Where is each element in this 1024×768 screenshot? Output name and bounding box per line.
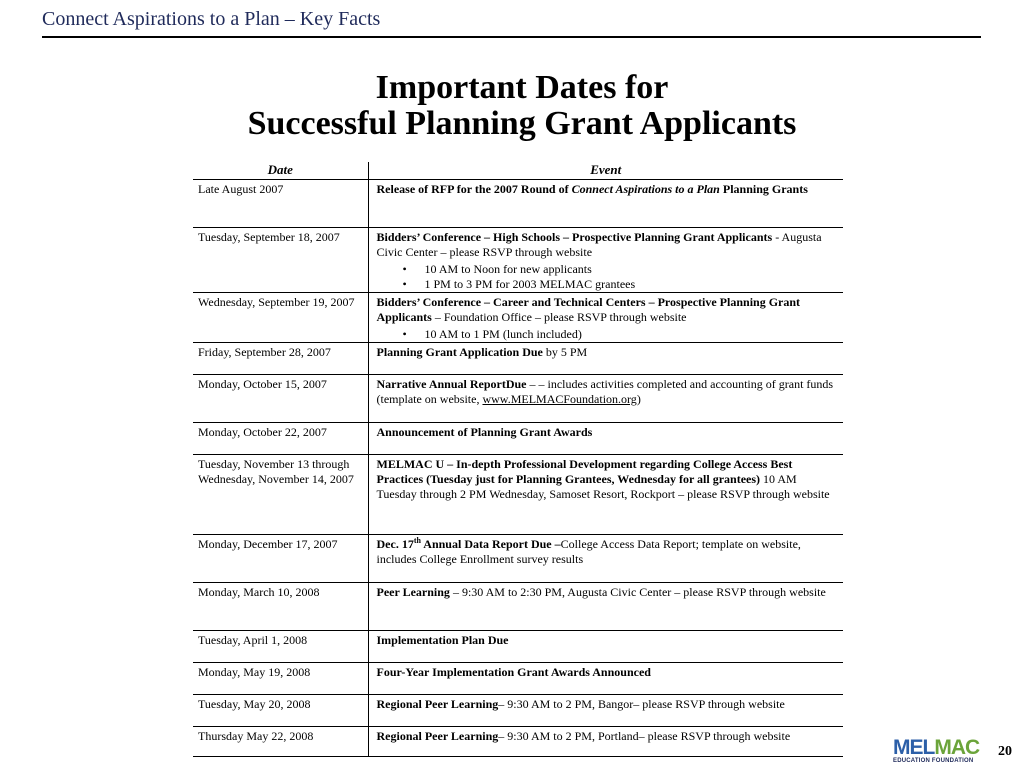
date-cell: Monday, March 10, 2008 — [193, 583, 368, 631]
page-title-line-2: Successful Planning Grant Applicants — [247, 105, 797, 142]
header-title: Connect Aspirations to a Plan – Key Facts — [42, 8, 381, 30]
table-row — [193, 663, 843, 695]
event-bold-text: Annual Data Report Due – — [420, 537, 561, 551]
dates-table — [193, 162, 843, 757]
event-bold-text: Due — [505, 377, 527, 391]
melmac-logo — [893, 738, 983, 766]
page-number: 20 — [998, 744, 1012, 759]
event-cell — [368, 180, 843, 228]
date-cell: Friday, September 28, 2007 — [193, 343, 368, 375]
event-bullet-item: • 10 AM to 1 PM (lunch included) — [401, 327, 840, 342]
date-cell: Tuesday, November 13 through Wednesday, November 14, 2007 — [193, 455, 368, 535]
date-cell: Monday, May 19, 2008 — [193, 663, 368, 695]
date-cell: Late August 2007 — [193, 180, 368, 228]
logo-mel-text: MEL — [893, 736, 935, 759]
event-cell — [368, 423, 843, 455]
event-bullet-item: • 10 AM to Noon for new applicants — [401, 262, 840, 277]
date-cell: Monday, December 17, 2007 — [193, 535, 368, 583]
table-header-row — [193, 162, 843, 180]
table-row — [193, 535, 843, 583]
table-row — [193, 180, 843, 228]
logo-wordmark — [893, 738, 983, 758]
event-text: – 9:30 AM to 2 PM, Portland– please RSVP through website — [498, 729, 791, 743]
table-row — [193, 228, 843, 293]
event-cell — [368, 727, 843, 757]
logo-mac-text: MAC — [934, 736, 980, 759]
event-bold-text: Planning Grants — [719, 182, 808, 196]
event-bold-italic-text: Connect Aspirations to a Plan — [571, 182, 720, 196]
date-cell: Thursday May 22, 2008 — [193, 727, 368, 757]
page-title — [0, 70, 1024, 142]
table-row — [193, 631, 843, 663]
date-cell: Tuesday, September 18, 2007 — [193, 228, 368, 293]
event-cell — [368, 663, 843, 695]
event-text: – includes activities completed and accounting of grant funds (template on website, — [376, 377, 834, 406]
event-cell — [368, 695, 843, 727]
event-text: ) — [636, 392, 641, 406]
event-bold-text: Release of RFP for the 2007 Round of — [376, 182, 572, 196]
event-cell — [368, 343, 843, 375]
event-text: College Access Data Report; template on website, includes College Enrollment survey results — [376, 537, 801, 566]
date-cell: Wednesday, September 19, 2007 — [193, 293, 368, 343]
event-superscript: th — [413, 536, 421, 545]
event-bold-text: Narrative Annual Report — [376, 377, 506, 391]
date-cell: Monday, October 22, 2007 — [193, 423, 368, 455]
event-bold-text: Regional Peer Learning — [376, 729, 499, 743]
event-cell — [368, 535, 843, 583]
event-bold-text: Announcement of Planning Grant Awards — [376, 425, 593, 439]
event-cell — [368, 455, 843, 535]
event-bold-text: Bidders’ Conference – Career and Technical Centers – Prospective Planning Grant Applicants — [376, 295, 801, 324]
event-cell — [368, 375, 843, 423]
table-row — [193, 293, 843, 343]
event-bold-text: Planning Grant Application Due — [376, 345, 543, 359]
table-row — [193, 375, 843, 423]
event-bullet-list — [401, 327, 840, 342]
dates-table-container — [193, 162, 843, 757]
table-row — [193, 583, 843, 631]
header-divider — [42, 36, 981, 38]
event-bold-text: Bidders’ Conference – High Schools – Prospective Planning Grant Applicants — [376, 230, 773, 244]
date-cell: Tuesday, April 1, 2008 — [193, 631, 368, 663]
event-text: – 9:30 AM to 2 PM, Bangor– please RSVP through website — [498, 697, 785, 711]
event-bold-text: Dec. 17 — [376, 537, 414, 551]
event-bold-text: Four-Year Implementation Grant Awards Announced — [376, 665, 651, 679]
event-cell — [368, 631, 843, 663]
event-cell — [368, 293, 843, 343]
table-body — [193, 180, 843, 757]
event-bullet-list — [401, 262, 840, 292]
logo-subtitle: EDUCATION FOUNDATION — [893, 758, 974, 764]
event-text: – Foundation Office – please RSVP through website — [431, 310, 687, 324]
event-bullet-item: • 1 PM to 3 PM for 2003 MELMAC grantees — [401, 277, 840, 292]
table-row — [193, 343, 843, 375]
date-cell: Monday, October 15, 2007 — [193, 375, 368, 423]
event-bold-text: Implementation Plan Due — [376, 633, 509, 647]
event-text: by 5 PM — [542, 345, 588, 359]
table-row — [193, 695, 843, 727]
table-row — [193, 423, 843, 455]
table-row — [193, 727, 843, 757]
event-bold-text: Peer Learning — [376, 585, 450, 599]
event-text: - Augusta Civic Center – please RSVP through website — [376, 230, 822, 259]
event-bold-text: Regional Peer Learning — [376, 697, 499, 711]
event-link[interactable]: www.MELMACFoundation.org — [482, 392, 637, 406]
page-title-line-1: Important Dates for — [375, 69, 669, 106]
event-bold-text: MELMAC U – In-depth Professional Development regarding College Access Best Practices (Tuesday just for Planning Grantees, Wednesday for all grantees) — [376, 457, 793, 486]
table-row — [193, 455, 843, 535]
event-cell — [368, 583, 843, 631]
event-text: 10 AM Tuesday through 2 PM Wednesday, Samoset Resort, Rockport – please RSVP through website — [376, 472, 830, 501]
event-text: – 9:30 AM to 2:30 PM, Augusta Civic Center – please RSVP through website — [449, 585, 826, 599]
event-text: – — [526, 377, 536, 391]
date-cell: Tuesday, May 20, 2008 — [193, 695, 368, 727]
event-cell — [368, 228, 843, 293]
column-header-date: Date — [193, 162, 368, 180]
column-header-event: Event — [368, 162, 843, 180]
